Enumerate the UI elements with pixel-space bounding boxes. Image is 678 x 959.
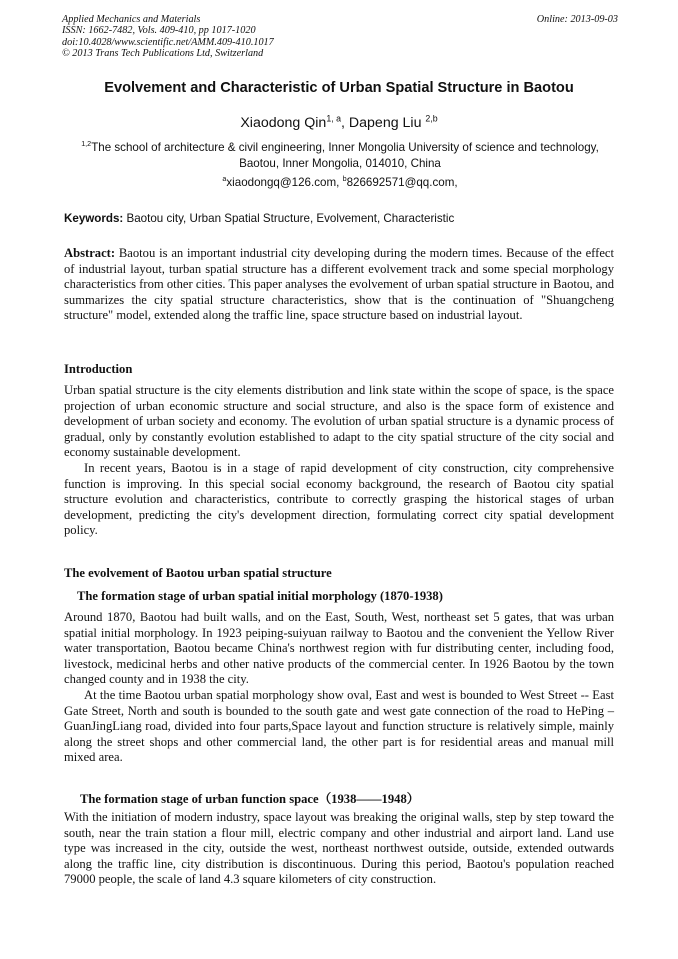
email-a: xiaodongq@126.com, xyxy=(226,176,343,189)
section-evolvement-heading: The evolvement of Baotou urban spatial structure xyxy=(64,566,332,580)
abstract-text: Baotou is an important industrial city developing during the modern times. Because of the effect of industrial layout, turban spatial structure has a different evolvement track and some special morphology characteristics from other cities. This paper analyses the evolvement of urban spatial structure in Baotou, and summarizes the city spatial structure characteristics, show that is the continuation of "Shuangcheng structure" model, extended along the traffic line, space structure based on industrial layout. xyxy=(64,246,614,323)
journal-name: Applied Mechanics and Materials xyxy=(62,14,201,25)
email-b-sup: b xyxy=(342,174,347,184)
subsection-initial-morphology-body xyxy=(64,610,614,766)
affiliation-sup: 1,2 xyxy=(81,139,92,149)
paper-title: Evolvement and Characteristic of Urban Spatial Structure in Baotou xyxy=(104,80,574,96)
copyright-line: © 2013 Trans Tech Publications Ltd, Switzerland xyxy=(62,47,264,59)
author-2-sup: 2,b xyxy=(425,113,438,124)
keywords-label: Keywords: xyxy=(64,212,124,225)
affiliation xyxy=(80,140,600,171)
initial-morphology-paragraph-1: Around 1870, Baotou had built walls, and on the East, South, West, northeast set 5 gates, that was urban spatial initial morphology. In 1923 peiping-suiyuan railway to Baotou and the convenient the Yellow River water transportation, Baotou became China's northwest region with fur distributing center, including food, livestock, medicinal herbs and other native products of the commercial center. In 1926 Baotou by the town changed county and in 1938 the city. xyxy=(64,610,614,687)
email-a-sup: a xyxy=(222,174,227,184)
email-b: 826692571@qq.com, xyxy=(346,176,458,189)
doi-line: doi:10.4028/www.scientific.net/AMM.409-410.1017 xyxy=(62,36,274,48)
online-date: Online: 2013-09-03 xyxy=(536,14,618,25)
author-1-sup: 1, a xyxy=(326,113,342,124)
subsection-function-space-heading: The formation stage of urban function space（1938——1948） xyxy=(80,792,420,806)
abstract-label: Abstract: xyxy=(64,246,116,260)
author-1-name: Xiaodong Qin xyxy=(240,115,327,131)
introduction-paragraph-1: Urban spatial structure is the city elements distribution and link state within the scope of space, is the space projection of urban economic structure and social structure, and also is the space form of existence and development of urban society and economy. The evolution of urban spatial structure is a dynamic process of gradual, only by constantly evolution established to adapt to the city spatial structure of the city social and economy sustainable development. xyxy=(64,383,614,460)
author-2-name: Dapeng Liu xyxy=(348,115,426,131)
journal-header xyxy=(62,14,618,59)
abstract xyxy=(64,246,614,324)
introduction-body xyxy=(64,383,614,539)
issn-line: ISSN: 1662-7482, Vols. 409-410, pp 1017-1020 xyxy=(62,25,256,37)
author-separator: , xyxy=(341,115,349,131)
keywords-text: Baotou city, Urban Spatial Structure, Evolvement, Characteristic xyxy=(123,212,455,225)
subsection-function-space-body xyxy=(64,810,614,888)
initial-morphology-paragraph-2: At the time Baotou urban spatial morphology show oval, East and west is bounded to West Street -- East Gate Street, North and south is bounded to the south gate and west gate connection of the road to HePing – GuanJingLiang road, divided into four parts,Space layout and function structure is relatively simple, mainly along the street shops and other commercial land, the other part is for residential areas and manual mill mixed area. xyxy=(64,687,614,765)
email-line xyxy=(60,176,620,189)
introduction-heading: Introduction xyxy=(64,362,133,376)
function-space-paragraph-1: With the initiation of modern industry, space layout was breaking the original walls, step by step toward the south, near the train station a flour mill, electric company and other industrial and airport land. Land use type was increased in the city, outside the west, northeast northwest outside, outside, extended outwards along the traffic line, city distribution is discontinuous. During this period, Baotou's population reached 79000 people, the scale of land 4.3 square kilometers of city construction. xyxy=(64,810,614,887)
author-line xyxy=(40,115,638,131)
affiliation-text: The school of architecture & civil engineering, Inner Mongolia University of science and technology, Baotou, Inner Mongolia, 014010, China xyxy=(91,141,599,170)
subsection-initial-morphology-heading: The formation stage of urban spatial initial morphology (1870-1938) xyxy=(77,589,443,603)
keywords xyxy=(64,212,616,225)
introduction-paragraph-2: In recent years, Baotou is in a stage of rapid development of city construction, city comprehensive function is improving. In this special social economy background, the research of Baotou city spatial structure evolution and characteristics, contribute to correctly grasping the historical stages of urban development, predicting the city's development direction, formulating correct city spatial development policy. xyxy=(64,460,614,538)
